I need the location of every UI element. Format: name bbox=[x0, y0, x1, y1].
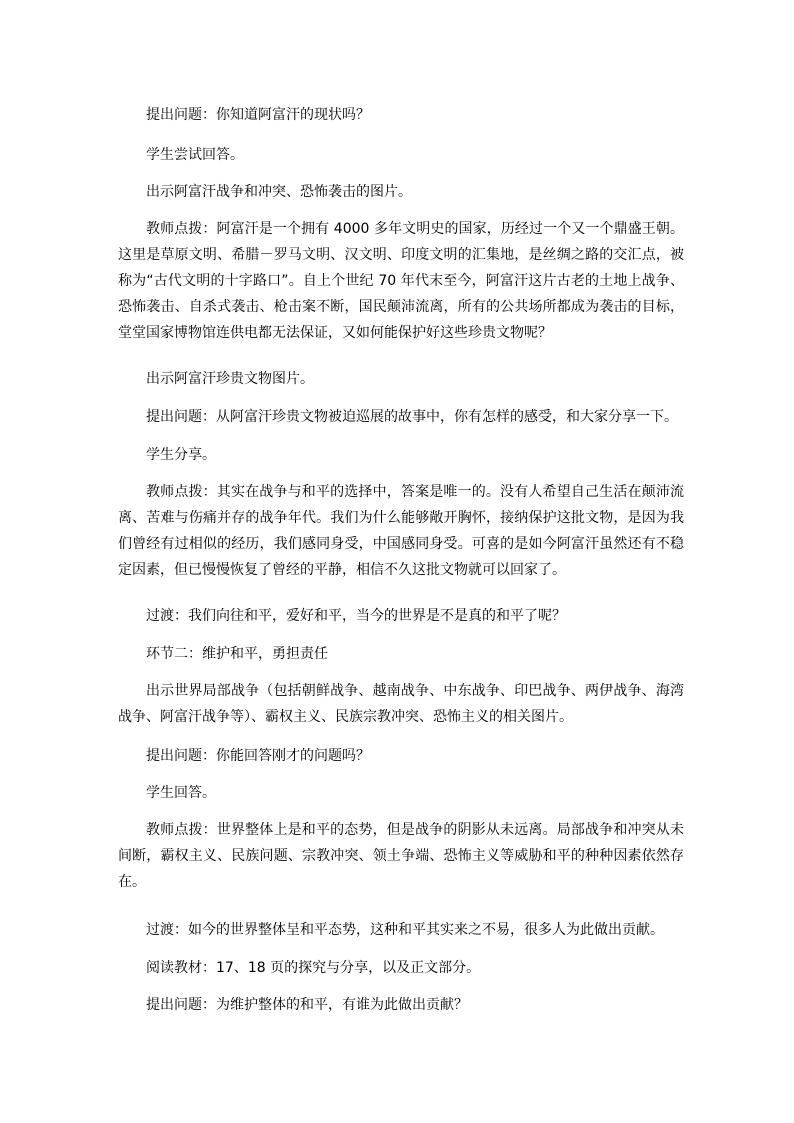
paragraph: 教师点拨：其实在战争与和平的选择中，答案是唯一的。没有人希望自己生活在颠沛流离、苦难与伤痛并存的战争年代。我们为什么能够敞开胸怀，接纳保护这批文物，是因为我们曾经有过相似的经历，我们感同身受，中国感同身受。可喜的是如今阿富汗虽然还有不稳定因素，但已慢慢恢复了曾经的平静，相信不久这批文物就可以回家了。 bbox=[118, 484, 684, 578]
paragraph: 过渡：我们向往和平，爱好和平，当今的世界是不是真的和平了呢？ bbox=[146, 608, 566, 624]
paragraph: 提出问题：从阿富汗珍贵文物被迫巡展的故事中，你有怎样的感受，和大家分享一下。 bbox=[146, 409, 678, 425]
paragraph: 学生尝试回答。 bbox=[146, 147, 244, 163]
paragraph: 过渡：如今的世界整体呈和平态势，这种和平其实来之不易，很多人为此做出贡献。 bbox=[146, 922, 664, 938]
paragraph: 学生回答。 bbox=[146, 785, 216, 801]
paragraph: 阅读教材：17、18 页的探究与分享，以及正文部分。 bbox=[146, 960, 481, 976]
paragraph: 教师点拨：阿富汗是一个拥有 4000 多年文明史的国家，历经过一个又一个鼎盛王朝。这里是草原文明、希腊－罗马文明、汉文明、印度文明的汇集地，是丝绸之路的交汇点，被称为“古代文明的十字路口”。自上个世纪 70 年代末至今，阿富汗这片古老的土地上战争、恐怖袭击、自杀式袭击、枪击案不断，国民颠沛流离，所有的公共场所都成为袭击的目标，堂堂国家博物馆连供电都无法保证，又如何能保护好这些珍贵文物呢？ bbox=[118, 221, 684, 341]
paragraph: 教师点拨：世界整体上是和平的态势，但是战争的阴影从未远离。局部战争和冲突从未间断，霸权主义、民族问题、宗教冲突、领土争端、恐怖主义等威胁和平的种种因素依然存在。 bbox=[118, 822, 684, 890]
paragraph: 提出问题：你能回答刚才的问题吗？ bbox=[146, 748, 370, 764]
paragraph: 出示阿富汗珍贵文物图片。 bbox=[146, 371, 314, 387]
paragraph: 出示阿富汗战争和冲突、恐怖袭击的图片。 bbox=[146, 184, 412, 200]
paragraph: 学生分享。 bbox=[146, 447, 216, 463]
paragraph: 提出问题：为维护整体的和平，有谁为此做出贡献？ bbox=[146, 997, 468, 1013]
section-heading: 环节二：维护和平，勇担责任 bbox=[146, 646, 328, 662]
paragraph: 出示世界局部战争（包括朝鲜战争、越南战争、中东战争、印巴战争、两伊战争、海湾战争、阿富汗战争等）、霸权主义、民族宗教冲突、恐怖主义的相关图片。 bbox=[118, 683, 684, 725]
paragraph: 提出问题：你知道阿富汗的现状吗？ bbox=[146, 107, 370, 123]
